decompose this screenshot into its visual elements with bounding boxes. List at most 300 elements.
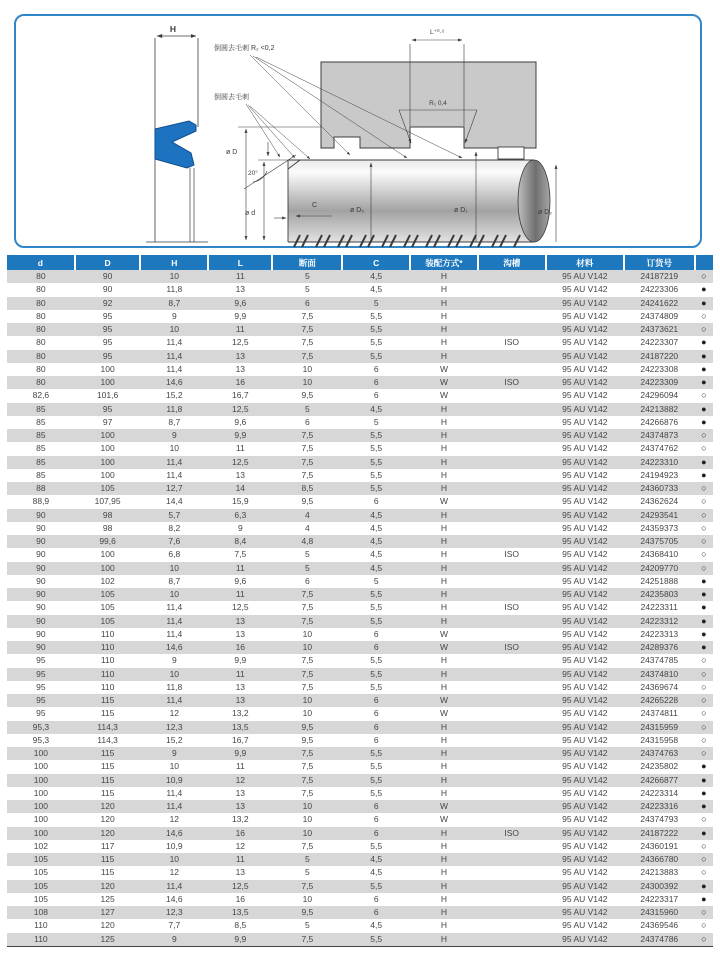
cell-material: 95 AU V142 <box>562 801 608 811</box>
cell-material: 95 AU V142 <box>562 827 608 838</box>
cell-material: 95 AU V142 <box>562 562 608 573</box>
cell-material: 95 AU V142 <box>562 363 608 374</box>
cell-d: 85 <box>36 443 46 454</box>
cell-mounting: H <box>440 854 448 864</box>
cell-l: 11 <box>235 443 245 454</box>
cell-c: 6 <box>373 708 379 719</box>
cell-h: 8,7 <box>168 575 181 586</box>
cell-material: 95 AU V142 <box>562 589 608 599</box>
cell-h: 11,4 <box>166 695 183 705</box>
cell-order-no: 24266876 <box>640 416 679 427</box>
cell-d: 105 <box>33 867 48 878</box>
cell-l: 7,5 <box>234 549 247 560</box>
cell-availability: ○ <box>701 748 707 758</box>
cell-section: 5 <box>305 403 310 414</box>
dia-d-label: ø d <box>245 210 256 217</box>
cell-mounting: H <box>440 893 448 904</box>
cell-l: 11 <box>235 324 245 334</box>
cell-d: 90 <box>36 575 46 586</box>
backup-ring <box>498 147 524 159</box>
cell-l: 9,6 <box>234 575 247 586</box>
cell-availability: ● <box>701 456 707 467</box>
cell-groove <box>478 800 546 813</box>
cell-h: 8,7 <box>168 416 181 427</box>
cell-c: 6 <box>373 390 379 401</box>
cell-mounting: H <box>440 350 448 361</box>
cell-d: 95,3 <box>32 734 50 745</box>
cell-c: 5,5 <box>370 456 383 467</box>
cell-material: 95 AU V142 <box>562 522 608 533</box>
table-row <box>7 880 713 893</box>
cell-material: 95 AU V142 <box>562 403 608 414</box>
cell-material: 95 AU V142 <box>562 628 608 639</box>
table-row <box>7 787 713 800</box>
cell-groove <box>478 747 546 760</box>
cell-h: 15,2 <box>166 390 183 401</box>
cell-mounting: H <box>440 456 448 467</box>
cell-order-no: 24223313 <box>640 628 679 639</box>
cell-d: 100 <box>33 787 48 798</box>
cell-h: 11,4 <box>166 628 183 639</box>
cell-material: 95 AU V142 <box>562 642 608 652</box>
cell-material: 95 AU V142 <box>562 787 608 798</box>
cell-d: 80 <box>36 363 46 374</box>
cell-l: 9,9 <box>234 933 247 944</box>
table-row <box>7 456 713 469</box>
cell-availability: ○ <box>701 390 707 401</box>
cell-h: 10 <box>169 589 180 599</box>
cell-mounting: H <box>440 721 448 732</box>
cell-material: 95 AU V142 <box>562 443 608 454</box>
cell-groove <box>478 469 546 482</box>
cell-l: 12,5 <box>232 403 249 414</box>
cell-section: 9,5 <box>301 390 314 401</box>
cell-h: 11,4 <box>166 880 183 891</box>
cell-section: 10 <box>302 801 313 811</box>
cell-h: 9 <box>171 748 177 758</box>
cell-order-no: 24223311 <box>640 602 678 613</box>
cell-order-no: 24368410 <box>640 549 679 560</box>
cell-section: 7,5 <box>301 337 314 348</box>
cell-l: 9,9 <box>234 655 247 666</box>
cell-l: 11 <box>235 854 245 864</box>
cell-order-no: 24187219 <box>640 271 679 281</box>
header-row <box>7 255 713 270</box>
table-row <box>7 721 713 734</box>
cell-availability: ● <box>701 827 707 838</box>
cell-mounting: H <box>440 589 448 599</box>
cell-order-no: 24300392 <box>640 880 679 891</box>
table-row <box>7 548 713 561</box>
cell-h: 11,4 <box>166 456 183 467</box>
cell-groove <box>478 283 546 296</box>
cell-l: 6,3 <box>234 509 247 520</box>
cell-groove <box>478 668 546 681</box>
cell-l: 13 <box>235 350 246 361</box>
cell-section: 5 <box>305 271 310 281</box>
cell-section: 10 <box>302 814 313 825</box>
cell-mounting: H <box>440 827 448 838</box>
cell-groove <box>478 350 546 363</box>
cell-l: 8,4 <box>234 536 247 546</box>
cell-d: 100 <box>33 801 48 811</box>
cell-availability: ○ <box>701 655 707 666</box>
cell-order-no: 24375705 <box>640 536 679 546</box>
cell-order-no: 24360733 <box>640 483 679 493</box>
cell-section: 10 <box>302 377 313 387</box>
cell-d: 88,9 <box>32 496 50 507</box>
angle-label: 20° <box>248 170 258 177</box>
cell-c: 5,5 <box>370 655 383 666</box>
cell-mounting: W <box>439 642 448 652</box>
cell-h: 12,7 <box>166 483 183 493</box>
cell-l: 12 <box>235 774 246 785</box>
cell-section: 9,5 <box>301 721 314 732</box>
cell-d: 85 <box>36 403 46 414</box>
cell-groove <box>478 482 546 495</box>
cell-section: 6 <box>305 297 310 308</box>
cell-availability: ○ <box>701 483 707 493</box>
cell-c: 6 <box>373 496 379 507</box>
cell-order-no: 24209770 <box>640 562 679 573</box>
cell-h: 7,6 <box>168 536 181 546</box>
cell-d: 80 <box>36 377 46 387</box>
cell-mounting: H <box>440 681 448 692</box>
cell-material: 95 AU V142 <box>562 774 608 785</box>
cell-section: 9,5 <box>301 496 314 507</box>
cell-groove: ISO <box>504 642 520 652</box>
cell-availability: ○ <box>701 721 707 732</box>
table-row <box>7 933 713 947</box>
cell-section: 6 <box>305 575 310 586</box>
cell-order-no: 24293541 <box>640 509 679 520</box>
cell-material: 95 AU V142 <box>562 602 608 613</box>
cell-order-no: 24374763 <box>640 748 679 758</box>
cell-mounting: H <box>440 787 448 798</box>
cell-groove <box>478 416 546 429</box>
cell-availability: ● <box>701 761 707 772</box>
cell-material: 95 AU V142 <box>562 893 608 904</box>
cell-mounting: H <box>440 867 448 878</box>
cell-mounting: H <box>440 297 448 308</box>
cell-mounting: H <box>440 509 448 520</box>
cell-c: 5,5 <box>370 483 383 493</box>
cell-d: 102 <box>33 840 48 851</box>
cell-h: 15,2 <box>166 734 183 745</box>
cell-material: 95 AU V142 <box>562 708 608 719</box>
cell-groove <box>478 760 546 773</box>
cell-order-no: 24374873 <box>640 430 679 440</box>
cell-d: 100 <box>33 827 48 838</box>
table-row <box>7 403 713 416</box>
cell-section: 7,5 <box>301 655 314 666</box>
cell-order-no: 24362624 <box>640 496 679 507</box>
cell-c: 5,5 <box>370 880 383 891</box>
cell-c: 5,5 <box>370 589 383 599</box>
cell-availability: ○ <box>701 734 707 745</box>
cell-h: 7,7 <box>168 920 181 931</box>
cell-d: 95 <box>36 681 46 692</box>
cell-big-d: 115 <box>100 708 115 719</box>
cell-l: 13,5 <box>232 721 249 732</box>
cell-material: 95 AU V142 <box>562 297 608 308</box>
cell-material: 95 AU V142 <box>562 681 608 692</box>
cell-d: 90 <box>36 522 46 533</box>
cell-groove <box>478 694 546 707</box>
cell-c: 4,5 <box>370 562 383 573</box>
cell-c: 5,5 <box>370 681 383 692</box>
cell-order-no: 24235802 <box>640 761 679 772</box>
cell-section: 7,5 <box>301 443 314 454</box>
cell-groove <box>478 774 546 787</box>
cell-material: 95 AU V142 <box>562 469 608 480</box>
cell-h: 10,9 <box>166 774 183 785</box>
cell-big-d: 100 <box>100 430 115 440</box>
cell-section: 8,5 <box>301 483 314 493</box>
cell-c: 4,5 <box>370 536 383 546</box>
cell-big-d: 90 <box>102 284 113 295</box>
cell-h: 11,8 <box>166 284 183 295</box>
cell-material: 95 AU V142 <box>562 509 608 520</box>
cell-availability: ○ <box>701 324 707 334</box>
cell-c: 5,5 <box>370 337 383 348</box>
cell-c: 4,5 <box>370 854 383 864</box>
cell-c: 5 <box>373 575 379 586</box>
col-header-big-d: D <box>75 255 141 270</box>
table-row <box>7 350 713 363</box>
table-row <box>7 588 713 601</box>
cell-mounting: H <box>440 933 448 944</box>
cell-c: 4,5 <box>370 403 383 414</box>
cell-c: 4,5 <box>370 867 383 878</box>
cell-availability: ○ <box>701 681 707 692</box>
cell-d: 100 <box>33 774 48 785</box>
table-row <box>7 827 713 840</box>
cell-mounting: H <box>440 907 448 917</box>
cell-h: 11,4 <box>166 787 183 798</box>
cell-mounting: W <box>439 801 448 811</box>
cell-mounting: H <box>440 840 448 851</box>
cell-groove <box>478 880 546 893</box>
col-header-mounting: 装配方式* <box>410 255 478 270</box>
cell-mounting: H <box>440 284 448 295</box>
cell-groove <box>478 389 546 402</box>
cell-big-d: 125 <box>100 893 115 904</box>
cell-l: 13 <box>235 363 246 374</box>
table-row <box>7 641 713 654</box>
cell-h: 12 <box>169 814 180 825</box>
cell-big-d: 115 <box>100 774 115 785</box>
table-row <box>7 310 713 323</box>
cell-h: 8,7 <box>168 297 181 308</box>
cell-big-d: 120 <box>100 880 115 891</box>
dia-D-label: ø D <box>226 149 238 156</box>
cell-d: 80 <box>36 310 46 321</box>
cell-groove <box>478 840 546 853</box>
cell-d: 95,3 <box>32 721 50 732</box>
cell-section: 10 <box>302 708 313 719</box>
cell-h: 5,7 <box>168 509 181 520</box>
cell-c: 5,5 <box>370 840 383 851</box>
cell-order-no: 24374810 <box>640 668 679 679</box>
cell-d: 100 <box>33 814 48 825</box>
cell-big-d: 90 <box>102 271 113 281</box>
cell-order-no: 24187222 <box>640 827 679 838</box>
cell-big-d: 100 <box>100 469 115 480</box>
cell-section: 7,5 <box>301 933 314 944</box>
cell-mounting: H <box>440 403 448 414</box>
cell-h: 11,4 <box>166 602 183 613</box>
cell-h: 11,8 <box>166 403 183 414</box>
cell-groove <box>478 429 546 442</box>
cell-groove: ISO <box>504 377 520 387</box>
cell-l: 9,6 <box>234 416 247 427</box>
cell-order-no: 24235803 <box>640 589 679 599</box>
cell-groove <box>478 522 546 535</box>
cell-mounting: H <box>440 416 448 427</box>
cell-d: 80 <box>36 284 46 295</box>
cell-c: 5,5 <box>370 787 383 798</box>
cell-d: 85 <box>36 469 46 480</box>
cell-l: 9,6 <box>234 297 247 308</box>
cell-c: 5,5 <box>370 324 383 334</box>
cell-section: 7,5 <box>301 430 314 440</box>
cell-material: 95 AU V142 <box>562 430 608 440</box>
dia-D2-label: ø D₂ <box>538 209 552 216</box>
cell-c: 5 <box>373 297 379 308</box>
cell-h: 12,3 <box>166 907 183 917</box>
cell-l: 12,5 <box>232 456 249 467</box>
cell-c: 6 <box>373 695 379 705</box>
cell-d: 95 <box>36 655 46 666</box>
cell-l: 16 <box>235 893 246 904</box>
cell-section: 7,5 <box>301 456 314 467</box>
cell-mounting: H <box>440 483 448 493</box>
cell-d: 90 <box>36 549 46 560</box>
cell-material: 95 AU V142 <box>562 854 608 864</box>
cell-availability: ○ <box>701 695 707 705</box>
cell-l: 11 <box>235 589 245 599</box>
cell-groove <box>478 535 546 548</box>
cell-order-no: 24374762 <box>640 443 679 454</box>
cell-d: 85 <box>36 456 46 467</box>
cell-mounting: H <box>440 337 448 348</box>
cell-l: 13 <box>235 469 246 480</box>
cell-big-d: 105 <box>100 483 115 493</box>
cell-availability: ● <box>701 628 707 639</box>
cell-l: 16 <box>235 827 246 838</box>
table-row <box>7 297 713 310</box>
cell-big-d: 117 <box>100 840 115 851</box>
cell-big-d: 100 <box>100 363 115 374</box>
cell-big-d: 95 <box>102 337 113 348</box>
cell-big-d: 114,3 <box>97 721 118 732</box>
cell-h: 14,6 <box>166 893 183 904</box>
cell-big-d: 115 <box>100 787 115 798</box>
cell-l: 11 <box>235 562 245 573</box>
cell-d: 82,6 <box>32 390 50 401</box>
shaft-end <box>518 160 550 242</box>
cell-availability: ● <box>701 615 707 626</box>
cell-groove <box>478 734 546 747</box>
cell-groove <box>478 310 546 323</box>
cell-c: 5,5 <box>370 310 383 321</box>
cell-material: 95 AU V142 <box>562 337 608 348</box>
col-header-d: d <box>7 255 75 270</box>
cell-material: 95 AU V142 <box>562 814 608 825</box>
cell-big-d: 105 <box>100 602 115 613</box>
cell-order-no: 24251888 <box>640 575 679 586</box>
table-row <box>7 919 713 932</box>
cell-mounting: H <box>440 734 448 745</box>
cell-groove <box>478 893 546 906</box>
cell-h: 10 <box>169 443 180 454</box>
col-header-h: H <box>140 255 208 270</box>
cell-section: 9,5 <box>301 734 314 745</box>
cell-big-d: 101,6 <box>96 390 119 401</box>
cell-l: 13 <box>235 801 246 811</box>
table-row <box>7 270 713 283</box>
cell-order-no: 24213882 <box>640 403 679 414</box>
cell-big-d: 105 <box>100 589 115 599</box>
cell-groove <box>478 906 546 919</box>
cell-availability: ○ <box>701 814 707 825</box>
col-header-order-no: 订货号 <box>624 255 695 270</box>
cell-groove <box>478 813 546 826</box>
cell-d: 110 <box>34 933 48 944</box>
cell-h: 10 <box>169 324 180 334</box>
cell-order-no: 24374785 <box>640 655 679 666</box>
table-row <box>7 522 713 535</box>
cell-section: 10 <box>302 628 313 639</box>
cell-material: 95 AU V142 <box>562 880 608 891</box>
table-row <box>7 509 713 522</box>
cell-c: 4,5 <box>370 284 383 295</box>
cell-h: 14,4 <box>166 496 183 507</box>
cell-groove <box>478 575 546 588</box>
cell-big-d: 120 <box>100 814 115 825</box>
cell-section: 5 <box>305 867 310 878</box>
cell-c: 6 <box>373 907 379 917</box>
cell-mounting: W <box>439 628 448 639</box>
cell-d: 90 <box>36 628 46 639</box>
cell-c: 6 <box>373 377 379 387</box>
cell-section: 7,5 <box>301 681 314 692</box>
cell-section: 5 <box>305 562 310 573</box>
cell-d: 88 <box>36 483 46 493</box>
cell-material: 95 AU V142 <box>562 390 608 401</box>
cell-availability: ● <box>701 416 707 427</box>
cell-availability: ● <box>701 297 707 308</box>
cell-order-no: 24241622 <box>640 297 679 308</box>
cell-material: 95 AU V142 <box>562 377 608 387</box>
cell-l: 13 <box>235 284 246 295</box>
cell-big-d: 92 <box>102 297 113 308</box>
cell-big-d: 105 <box>100 615 115 626</box>
cell-big-d: 115 <box>100 748 115 758</box>
col-header-c: C <box>342 255 410 270</box>
cell-d: 80 <box>36 271 46 281</box>
cell-l: 12,5 <box>232 602 249 613</box>
cell-groove: ISO <box>504 827 520 838</box>
cell-section: 10 <box>302 642 313 652</box>
cell-order-no: 24374786 <box>640 933 679 944</box>
cell-mounting: H <box>440 271 448 281</box>
cell-d: 90 <box>36 602 46 613</box>
cell-groove <box>478 495 546 508</box>
cell-order-no: 24223307 <box>640 337 679 348</box>
cell-big-d: 120 <box>100 827 115 838</box>
